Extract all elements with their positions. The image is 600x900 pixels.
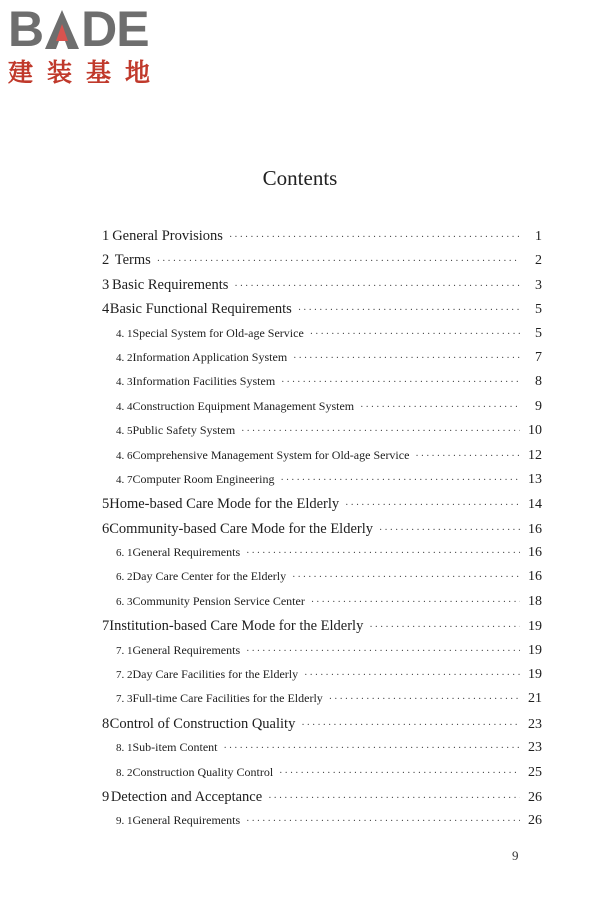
- toc-entry-page: 23: [528, 740, 542, 756]
- toc-entry-number: 2: [102, 252, 110, 269]
- toc-entry-number: 4. 5: [116, 425, 133, 438]
- toc-entry-title: Terms: [114, 252, 151, 269]
- toc-entry[interactable]: [102, 472, 542, 496]
- toc-entry-page: 21: [528, 691, 542, 707]
- toc-entry-title: Community Pension Service Center: [132, 593, 305, 608]
- toc-entry[interactable]: [102, 277, 542, 301]
- logo-chinese-text: 建装基地: [8, 58, 165, 87]
- toc-entry[interactable]: [102, 789, 542, 813]
- toc-leader-dots: [268, 793, 520, 804]
- toc-entry-title: General Requirements: [132, 545, 241, 560]
- toc-leader-dots: [345, 500, 520, 511]
- toc-entry[interactable]: [102, 618, 542, 642]
- toc-entry-page: 2: [535, 253, 542, 269]
- toc-entry-page: 18: [528, 593, 542, 609]
- toc-leader-dots: [292, 572, 520, 583]
- toc-entry-number: 4: [102, 301, 110, 318]
- toc-leader-dots: [246, 646, 520, 657]
- toc-entry[interactable]: [102, 545, 542, 569]
- toc-leader-dots: [360, 402, 520, 413]
- logo-wordmark: [8, 1, 178, 57]
- toc-entry-title: Computer Room Engineering: [132, 471, 275, 486]
- toc-entry[interactable]: [102, 521, 542, 545]
- toc-entry-number: 7: [102, 618, 110, 635]
- toc-entry-number: 1: [102, 228, 110, 244]
- toc-leader-dots: [224, 743, 521, 754]
- toc-entry-number: 4. 4: [116, 400, 133, 413]
- toc-entry-title: General Requirements: [132, 813, 241, 828]
- toc-entry-title: Full-time Care Facilities for the Elderly: [132, 691, 323, 706]
- toc-entry-number: 8: [102, 715, 110, 732]
- toc-entry[interactable]: [102, 496, 542, 520]
- toc-entry-number: 4. 6: [116, 449, 133, 462]
- toc-leader-dots: [229, 232, 520, 243]
- toc-entry-page: 23: [528, 716, 542, 732]
- toc-entry-page: 25: [528, 764, 542, 780]
- toc-entry-title: Detection and Acceptance: [110, 788, 263, 805]
- toc-entry-title: Control of Construction Quality: [109, 715, 296, 732]
- toc-entry[interactable]: [102, 691, 542, 715]
- toc-entry-page: 19: [528, 642, 542, 658]
- toc-entry-page: 12: [528, 447, 542, 463]
- toc-entry-title: Comprehensive Management System for Old-age Service: [132, 447, 410, 462]
- logo-letters-de: DE: [81, 1, 149, 57]
- toc-entry-page: 7: [535, 349, 542, 365]
- toc-leader-dots: [241, 426, 520, 437]
- toc-entry-page: 26: [528, 813, 542, 829]
- toc-entry-page: 9: [535, 398, 542, 414]
- toc-leader-dots: [281, 377, 520, 388]
- toc-entry-title: Basic Functional Requirements: [109, 301, 292, 318]
- toc-leader-dots: [310, 329, 520, 340]
- toc-entry-number: 6. 3: [116, 595, 133, 608]
- toc-entry-number: 9. 1: [116, 815, 133, 828]
- toc-entry-number: 4. 1: [116, 327, 133, 340]
- toc-entry-title: Sub-item Content: [132, 740, 218, 755]
- toc-entry-number: 4. 2: [116, 351, 133, 364]
- toc-entry-title: Day Care Facilities for the Elderly: [132, 667, 299, 682]
- toc-leader-dots: [415, 451, 520, 462]
- toc-entry-page: 26: [528, 789, 542, 805]
- toc-entry-page: 16: [528, 569, 542, 585]
- toc-leader-dots: [246, 816, 520, 827]
- toc-entry[interactable]: [102, 594, 542, 618]
- toc-leader-dots: [311, 597, 520, 608]
- toc-entry[interactable]: [102, 667, 542, 691]
- toc-entry-number: 5: [102, 496, 110, 513]
- toc-leader-dots: [246, 548, 520, 559]
- toc-entry-number: 8. 1: [116, 742, 133, 755]
- toc-entry-number: 7. 1: [116, 644, 133, 657]
- toc-entry-number: 6. 2: [116, 571, 133, 584]
- toc-entry[interactable]: [102, 740, 542, 764]
- toc-entry-title: Home-based Care Mode for the Elderly: [109, 496, 340, 513]
- toc-entry-number: 4. 7: [116, 473, 133, 486]
- toc-entry[interactable]: [102, 374, 542, 398]
- toc-entry-number: 6: [102, 520, 110, 537]
- toc-entry-number: 6. 1: [116, 547, 133, 560]
- toc-entry[interactable]: [102, 228, 542, 252]
- toc-entry-number: 7. 2: [116, 669, 133, 682]
- toc-entry-title: Public Safety System: [132, 423, 236, 438]
- toc-leader-dots: [293, 353, 520, 364]
- toc-entry[interactable]: [102, 252, 542, 276]
- toc-entry-page: 5: [535, 302, 542, 318]
- toc-leader-dots: [279, 768, 520, 779]
- toc-leader-dots: [369, 622, 520, 633]
- toc-entry-number: 3: [102, 276, 110, 293]
- toc-entry-title: Community-based Care Mode for the Elderly: [109, 520, 374, 537]
- toc-leader-dots: [280, 475, 520, 486]
- toc-entry-page: 19: [528, 667, 542, 683]
- toc-leader-dots: [329, 694, 520, 705]
- toc-entry[interactable]: [102, 765, 542, 789]
- toc-entry-title: Information Application System: [132, 349, 288, 364]
- toc-entry-number: 9: [102, 788, 110, 805]
- toc-entry[interactable]: [102, 813, 542, 837]
- toc-entry-page: 1: [535, 229, 542, 244]
- toc-entry-page: 13: [528, 471, 542, 487]
- toc-entry-title: Construction Equipment Management System: [132, 398, 355, 413]
- toc-leader-dots: [234, 281, 520, 292]
- toc-entry[interactable]: [102, 643, 542, 667]
- toc-entry[interactable]: [102, 399, 542, 423]
- page-number: 9: [512, 848, 519, 863]
- logo-triangle-a-icon: [44, 8, 80, 50]
- logo-letter-b: B: [8, 1, 44, 57]
- toc-leader-dots: [298, 305, 520, 316]
- toc-entry-title: Special System for Old-age Service: [132, 325, 304, 340]
- toc-entry-number: 8. 2: [116, 766, 133, 779]
- toc-entry-title: Day Care Center for the Elderly: [132, 569, 287, 584]
- toc-entry[interactable]: [102, 716, 542, 740]
- toc-entry-title: General Requirements: [132, 642, 241, 657]
- toc-entry-title: Basic Requirements: [112, 276, 229, 293]
- toc-entry[interactable]: [102, 301, 542, 325]
- toc-entry-page: 10: [528, 423, 542, 439]
- toc-entry-page: 16: [528, 521, 542, 537]
- toc-entry-page: 8: [535, 374, 542, 390]
- bade-logo: [8, 1, 178, 88]
- toc-entry-title: General Provisions: [112, 228, 223, 244]
- table-of-contents: [102, 228, 542, 838]
- toc-entry-title: Institution-based Care Mode for the Elderly: [109, 618, 364, 635]
- toc-entry-page: 16: [528, 545, 542, 561]
- toc-entry-title: Construction Quality Control: [132, 764, 274, 779]
- toc-entry-page: 3: [535, 277, 542, 293]
- toc-leader-dots: [304, 670, 520, 681]
- toc-entry[interactable]: [102, 423, 542, 447]
- toc-entry-page: 14: [528, 497, 542, 513]
- toc-leader-dots: [379, 525, 520, 536]
- page-title: Contents: [262, 166, 338, 190]
- toc-entry-page: 5: [535, 325, 542, 341]
- toc-entry[interactable]: [102, 350, 542, 374]
- toc-entry[interactable]: [102, 448, 542, 472]
- toc-entry-title: Information Facilities System: [132, 374, 276, 389]
- toc-leader-dots: [301, 720, 520, 731]
- toc-leader-dots: [157, 256, 520, 267]
- toc-entry-page: 19: [528, 619, 542, 635]
- toc-entry-number: 7. 3: [116, 693, 133, 706]
- toc-entry[interactable]: [102, 326, 542, 350]
- toc-entry-number: 4. 3: [116, 376, 133, 389]
- toc-entry[interactable]: [102, 569, 542, 593]
